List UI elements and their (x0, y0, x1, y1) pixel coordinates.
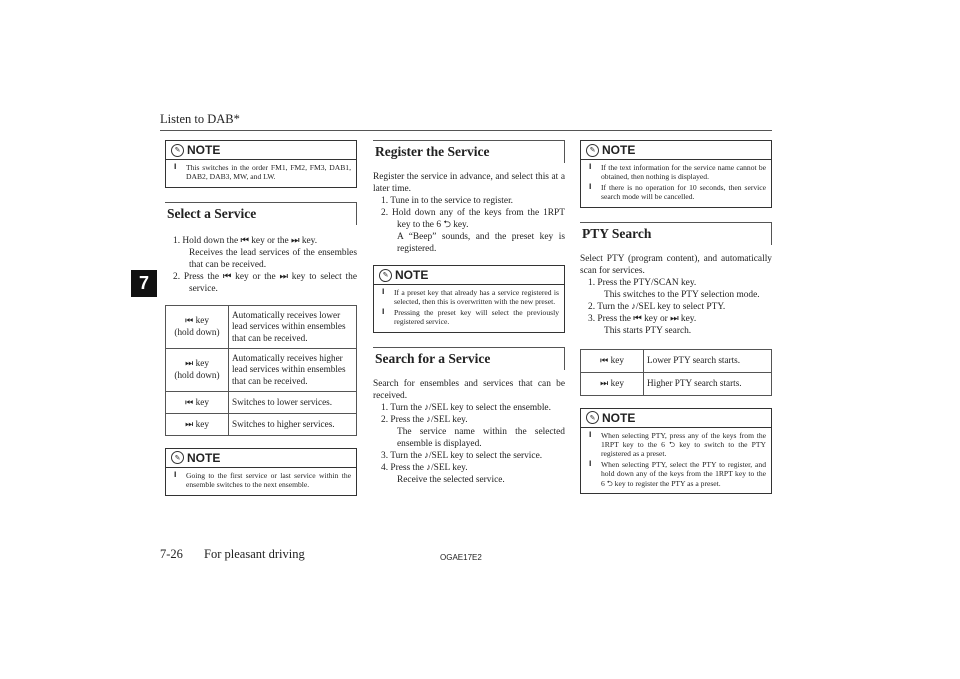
step: 4. Press the ♪/SEL key. (381, 462, 468, 473)
step-detail: This starts PTY search. (604, 325, 692, 336)
step: 1. Press the PTY/SCAN key. (588, 277, 697, 288)
note-item: l When selecting PTY, select the PTY to register, and hold down any of the keys from the 1RPT key to the 6 ⮌ key to register the PTY as a preset. (589, 459, 766, 488)
step: 1. Hold down the ⏮ key or the ⏭ key. (173, 235, 318, 246)
key-table (580, 349, 772, 396)
step: 1. Tune in to the service to register. (381, 196, 514, 206)
note-box (373, 265, 565, 333)
table-row: ⏮ key (hold down) Automatically receives lower lead services within ensembles that can be received. (166, 305, 357, 348)
step: 1. Turn the ♪/SEL key to select the ensemble. (381, 402, 551, 413)
note-item: l If there is no operation for 10 seconds, then service search mode will be cancelled. (589, 182, 766, 202)
note-box (165, 448, 357, 496)
note-icon: ✎ (586, 144, 599, 157)
note-label: NOTE (395, 268, 429, 282)
note-header (374, 266, 564, 285)
note-icon: ✎ (586, 411, 599, 424)
column-3 (580, 140, 772, 494)
paragraph: Select PTY (program content), and automatically scan for services. (580, 253, 772, 276)
note-item: l If the text information for the service name cannot be obtained, then nothing is displayed. (589, 163, 766, 182)
note-label: NOTE (187, 450, 221, 465)
column-2 (373, 140, 565, 486)
step-detail: The service name within the selected ensemble is displayed. (397, 426, 565, 449)
note-box (580, 140, 772, 208)
section-title: Register the Service (373, 140, 565, 163)
footer-section: For pleasant driving (204, 547, 305, 561)
paragraph: Search for ensembles and services that can be received. (373, 378, 565, 401)
table-row: ⏭ key (hold down) Automatically receives higher lead services within ensembles that can be received. (166, 348, 357, 391)
paragraph: Register the service in advance, and select this at a later time. (373, 172, 565, 194)
step: 2. Press the ♪/SEL key. (381, 414, 468, 425)
note-item: l Pressing the preset key will select the previously registered service. (382, 307, 559, 327)
section-title: Search for a Service (373, 347, 565, 370)
note-icon: ✎ (379, 269, 392, 282)
step-detail: This switches to the PTY selection mode. (604, 289, 760, 300)
note-item: l This switches in the order FM1, FM2, FM3, DAB1, DAB2, DAB3, MW, and LW. (174, 163, 351, 182)
key-table (165, 305, 357, 436)
header-rule (160, 130, 772, 131)
note-label: NOTE (602, 410, 636, 425)
column-1 (165, 140, 357, 496)
footer-code: OGAE17E2 (440, 553, 482, 562)
table-row: ⏭ key Higher PTY search starts. (581, 372, 772, 395)
note-icon: ✎ (171, 451, 184, 464)
note-header (581, 409, 771, 428)
note-label: NOTE (187, 143, 221, 157)
step-detail: Receives the lead services of the ensembles that can be received. (189, 247, 357, 270)
table-row: ⏮ key Switches to lower services. (166, 391, 357, 413)
table-row: ⏮ key Lower PTY search starts. (581, 349, 772, 372)
note-box (165, 140, 357, 188)
note-item: l Going to the first service or last service within the ensemble switches to the next ensemble. (174, 470, 351, 490)
section-title: PTY Search (580, 222, 772, 245)
header-title: Listen to DAB* (160, 112, 240, 126)
step: 2. Turn the ♪/SEL key to select PTY. (588, 301, 726, 312)
note-item: l When selecting PTY, press any of the keys from the 1RPT key to the 6 ⮌ key to switch to the PTY registered as a preset. (589, 430, 766, 459)
note-item: l If a preset key that already has a service registered is selected, then this is overwritten with the new preset. (382, 288, 559, 307)
note-header (581, 141, 771, 160)
note-label: NOTE (602, 143, 636, 157)
step: 2. Press the ⏮ key or the ⏭ key to select the service. (173, 271, 357, 294)
step-detail: Receive the selected service. (397, 474, 505, 485)
step: 2. Hold down any of the keys from the 1RPT key to the 6 ⮌ key. (381, 208, 565, 230)
note-box (580, 408, 772, 494)
footer (160, 547, 305, 562)
note-header (166, 449, 356, 468)
step-detail: A “Beep” sounds, and the preset key is registered. (397, 232, 565, 254)
step: 3. Press the ⏮ key or ⏭ key. (588, 313, 697, 324)
table-row: ⏭ key Switches to higher services. (166, 413, 357, 435)
note-header (166, 141, 356, 160)
note-icon: ✎ (171, 144, 184, 157)
page-number: 7-26 (160, 547, 183, 561)
section-title: Select a Service (165, 202, 357, 225)
chapter-tab: 7 (131, 270, 157, 297)
step: 3. Turn the ♪/SEL key to select the service. (381, 450, 543, 461)
